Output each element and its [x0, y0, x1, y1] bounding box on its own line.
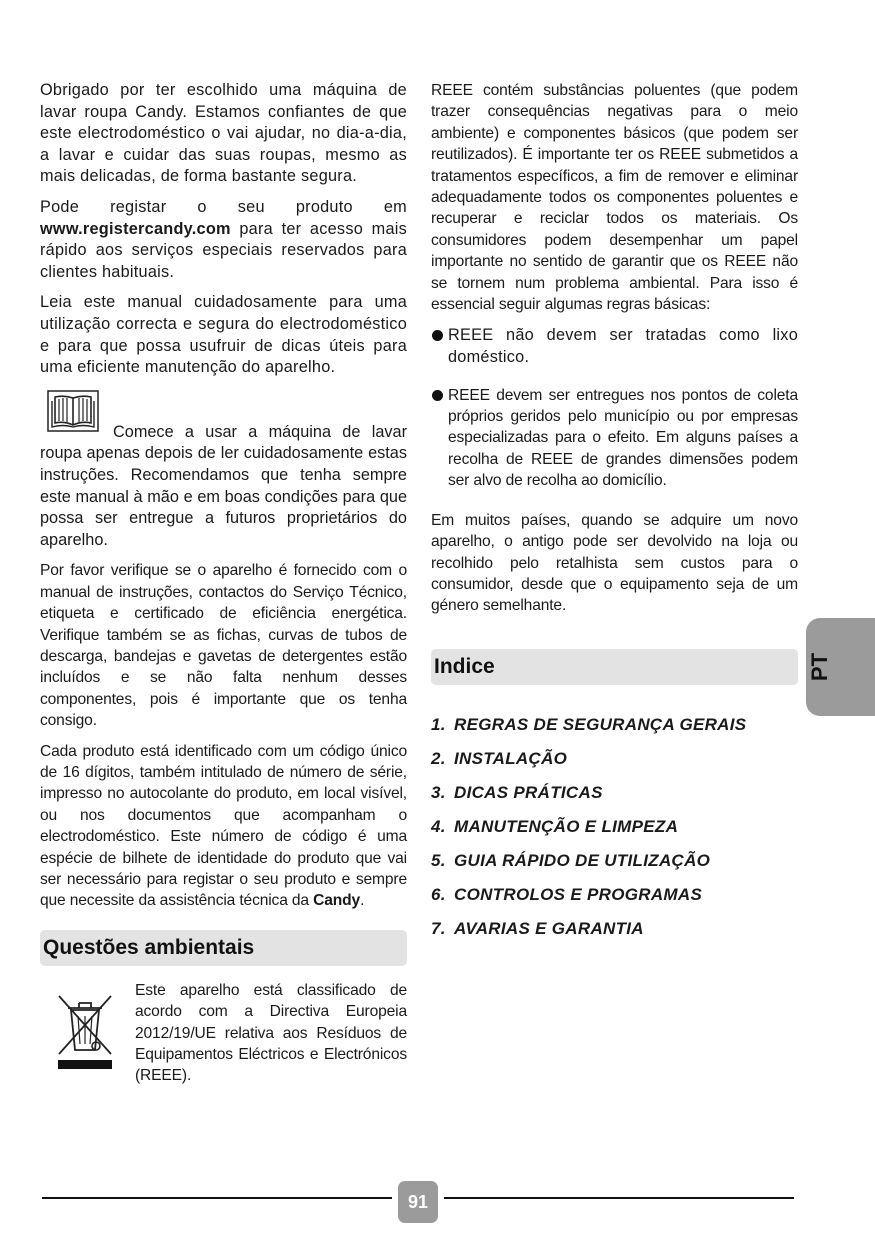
register-text-pre: Pode registar o seu produto em: [40, 197, 407, 216]
page-number: 91: [398, 1181, 438, 1223]
bullet-text: REEE devem ser entregues nos pontos de coleta próprios geridos pelo município ou por empresas especializadas para o efeito. Em alguns países a recolha de REEE de grandes dimensões podem ser alvo de recolha ao domicílio.: [448, 386, 798, 490]
reee-rules-list: [431, 325, 798, 491]
toc-number: 2.: [431, 748, 446, 768]
toc-item-maintenance[interactable]: [431, 817, 798, 837]
toc-label: MANUTENÇÃO E LIMPEZA: [454, 816, 679, 836]
toc-label: GUIA RÁPIDO DE UTILIZAÇÃO: [454, 850, 711, 870]
footer-divider-left: [42, 1197, 392, 1199]
crossed-out-bin-icon: [55, 992, 115, 1072]
register-text-post: para ter acesso mais rápido aos serviços especiais reservados para clientes habituais.: [40, 219, 408, 281]
weee-text: Este aparelho está classificado de acordo com a Directiva Europeia 2012/19/UE relativa aos Resíduos de Equipamentos Eléctricos e Electrónicos (REEE).: [135, 981, 407, 1085]
table-of-contents: [431, 715, 798, 939]
toc-number: 6.: [431, 884, 446, 904]
start-using-text: Comece a usar a máquina de lavar roupa apenas depois de ler cuidadosamente estas instruções. Recomendamos que tenha sempre este manual à mão e em boas condições para que possa ser entregue a futuros proprietários do aparelho.: [40, 422, 407, 549]
toc-item-installation[interactable]: [431, 749, 798, 769]
verify-paragraph: Por favor verifique se o aparelho é fornecido com o manual de instruções, contactos do Serviço Técnico, etiqueta e certificado de eficiência energética. Verifique também se as fichas, curvas de tubos de descarga, bandejas e gavetas de detergentes estão incluídos e se não falta nenhum desses componentes, pois é importante que os tenha consigo.: [40, 562, 407, 730]
product-code-text: Cada produto está identificado com um código único de 16 dígitos, também intitulado de número de série, impresso no autocolante do produto, em local visível, ou nos documentos que acompanham o electrodoméstico. Este número de código é uma espécie de bilhete de identidade do produto que vai ser necessário para registar o seu produto e sempre que necessite da assistência técnica da: [40, 742, 407, 910]
toc-number: 5.: [431, 850, 446, 870]
brand-name: Candy: [313, 892, 361, 910]
intro-paragraph: Obrigado por ter escolhido uma máquina de lavar roupa Candy. Estamos confiantes de que este electrodoméstico o vai ajudar, no dia-a-dia, a lavar e cuidar das suas roupas, mesmo as mais delicadas, de forma bastante segura.: [40, 81, 407, 186]
toc-number: 1.: [431, 714, 446, 734]
left-column: [40, 80, 407, 1096]
list-item: [431, 325, 798, 368]
language-tab-label: PT: [807, 652, 832, 682]
toc-number: 4.: [431, 816, 446, 836]
toc-number: 3.: [431, 782, 446, 802]
toc-label: INSTALAÇÃO: [454, 748, 568, 768]
language-tab: [806, 618, 875, 716]
list-item: [431, 385, 798, 492]
toc-label: REGRAS DE SEGURANÇA GERAIS: [454, 714, 747, 734]
footer-divider-right: [444, 1197, 794, 1199]
section-heading-environment: Questões ambientais: [40, 930, 407, 966]
bullet-icon: [432, 330, 443, 341]
open-book-icon: [47, 390, 99, 432]
register-link[interactable]: www.registercandy.com: [40, 219, 231, 238]
toc-label: DICAS PRÁTICAS: [454, 782, 603, 802]
toc-item-quick-guide[interactable]: [431, 851, 798, 871]
toc-item-tips[interactable]: [431, 783, 798, 803]
toc-label: CONTROLOS E PROGRAMAS: [454, 884, 703, 904]
toc-item-controls[interactable]: [431, 885, 798, 905]
right-column: [431, 80, 798, 953]
section-heading-index: Indice: [431, 649, 798, 685]
return-old-paragraph: Em muitos países, quando se adquire um novo aparelho, o antigo pode ser devolvido na loja ou recolhido pelo retalhista sem custos para o consumidor, desde que o equipamento seja de um género semelhante.: [431, 511, 798, 615]
read-manual-paragraph: Leia este manual cuidadosamente para uma utilização correcta e segura do electrodoméstico e para que possa usufruir de dicas úteis para uma eficiente manutenção do aparelho.: [40, 293, 407, 377]
toc-label: AVARIAS E GARANTIA: [454, 918, 644, 938]
bullet-icon: [432, 390, 443, 401]
reee-intro-paragraph: REEE contém substâncias poluentes (que podem trazer consequências negativas para o meio ambiente) e componentes básicos (que podem ser reutilizados). É importante ter os REEE submetidos a tratamentos específicos, a fim de remover e eliminar adequadamente todos os componentes poluentes e recuperar e reciclar todos os materiais. Os consumidores podem desempenhar um papel importante no sentido de garantir que os REEE não se tornem num problema ambiental. Para isso é essencial seguir algumas regras básicas:: [431, 82, 798, 314]
product-code-paragraph: Cada produto está identificado com um código único de 16 dígitos, também intitulado de número de série, impresso no autocolante do produto, em local visível, ou nos documentos que acompanham o electrodoméstico. Este número de código é uma espécie de bilhete de identidade do produto que vai ser necessário para registar o seu produto e sempre que necessite da assistência técnica da Candy.: [40, 742, 407, 910]
weee-notice: [40, 980, 407, 1096]
register-paragraph: [40, 197, 407, 283]
bullet-text: REEE não devem ser tratadas como lixo doméstico.: [448, 326, 798, 367]
toc-number: 7.: [431, 918, 446, 938]
toc-item-safety[interactable]: [431, 715, 798, 735]
toc-item-faults[interactable]: [431, 919, 798, 939]
manual-notice: [40, 388, 407, 552]
